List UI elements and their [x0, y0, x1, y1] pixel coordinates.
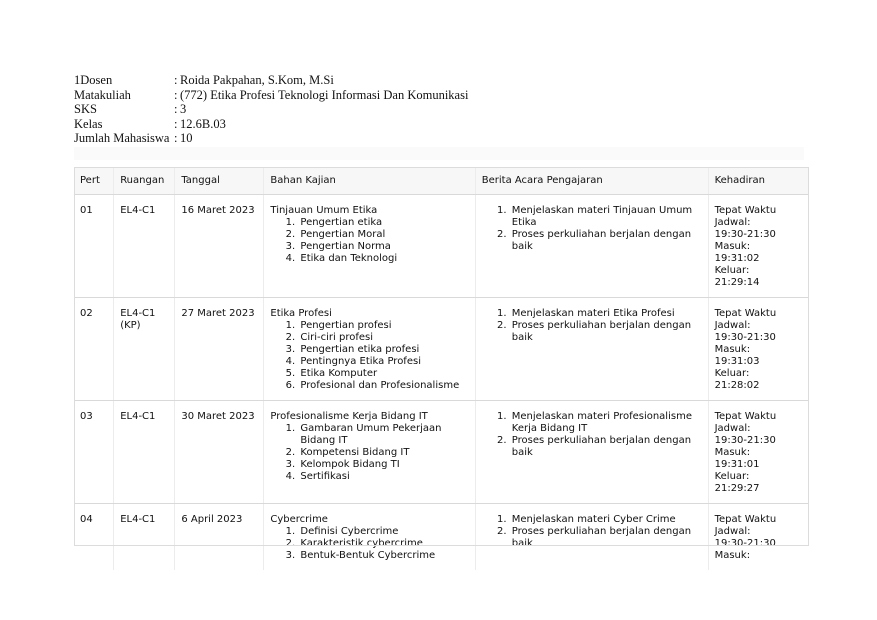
cell-ruangan: EL4-C1 [114, 401, 175, 504]
kehadiran-line: 21:29:14 [714, 277, 760, 288]
info-colon: : [174, 87, 178, 102]
info-colon: : [174, 131, 178, 146]
cell-berita-acara [475, 298, 708, 401]
cell-bahan-kajian [264, 298, 475, 401]
cell-pert: 03 [74, 401, 114, 504]
table-row [74, 504, 809, 571]
info-row-matakuliah [74, 88, 468, 103]
cell-tanggal: 27 Maret 2023 [175, 298, 264, 401]
kehadiran-line: 21:28:02 [714, 380, 760, 391]
kehadiran-line: Keluar: [714, 368, 750, 379]
course-info [74, 73, 468, 146]
cell-berita-acara [475, 195, 708, 298]
kehadiran-line: 19:31:03 [714, 356, 760, 367]
list-item: 1. Menjelaskan materi Tinjauan Umum Etika [510, 205, 702, 229]
cell-pert: 02 [74, 298, 114, 401]
list-item: 1. Menjelaskan materi Etika Profesi [510, 308, 702, 320]
list-item: 4. Pentingnya Etika Profesi [298, 356, 468, 368]
kehadiran-line: 19:31:01 [714, 459, 760, 470]
cell-kehadiran [708, 298, 809, 401]
list-item: 1. Definisi Cybercrime [298, 526, 468, 538]
kehadiran-line: 19:30-21:30 [714, 538, 776, 549]
list-item: 1. Pengertian etika [298, 217, 468, 229]
table-row [74, 401, 809, 504]
header-ruangan: Ruangan [114, 167, 175, 195]
cell-bahan-kajian [264, 195, 475, 298]
list-item: 2. Pengertian Moral [298, 229, 468, 241]
list-item: 5. Etika Komputer [298, 368, 468, 380]
bahan-kajian-list [270, 217, 468, 265]
kehadiran-line: Tepat Waktu [714, 514, 777, 525]
cell-bahan-kajian [264, 504, 475, 571]
bahan-kajian-title: Cybercrime [270, 514, 328, 525]
list-item: 1. Gambaran Umum Pekerjaan Bidang IT [298, 423, 468, 447]
divider-band [74, 147, 804, 160]
info-colon: : [174, 102, 178, 117]
kehadiran-line: Jadwal: [714, 423, 751, 434]
cell-ruangan: EL4-C1 (KP) [114, 298, 175, 401]
list-item: 2. Ciri-ciri profesi [298, 332, 468, 344]
info-value-matakuliah: (772) Etika Profesi Teknologi Informasi Dan Komunikasi [180, 87, 469, 102]
kehadiran-line: 19:30-21:30 [714, 332, 776, 343]
cell-bahan-kajian [264, 401, 475, 504]
info-label: SKS [74, 102, 97, 117]
info-value-sks: 3 [180, 102, 187, 117]
list-item: 2. Proses perkuliahan berjalan dengan baik [510, 229, 702, 253]
berita-acara-list [482, 308, 702, 344]
cell-berita-acara [475, 401, 708, 504]
list-item: 6. Profesional dan Profesionalisme [298, 380, 468, 392]
cell-kehadiran [708, 401, 809, 504]
kehadiran-line: Tepat Waktu [714, 308, 777, 319]
berita-acara-list [482, 514, 702, 550]
list-item: 1. Pengertian profesi [298, 320, 468, 332]
list-item: 2. Kompetensi Bidang IT [298, 447, 468, 459]
kehadiran-line: Masuk: [714, 241, 751, 252]
berita-acara-list [482, 205, 702, 253]
kehadiran-line: Jadwal: [714, 217, 751, 228]
list-item: 2. Proses perkuliahan berjalan dengan baik [510, 526, 702, 550]
berita-acara-list [482, 411, 702, 459]
cell-tanggal: 6 April 2023 [175, 504, 264, 571]
bahan-kajian-title: Profesionalisme Kerja Bidang IT [270, 411, 428, 422]
header-berita-acara: Berita Acara Pengajaran [475, 167, 708, 195]
header-bahan-kajian: Bahan Kajian [264, 167, 475, 195]
list-item: 3. Kelompok Bidang TI [298, 459, 468, 471]
kehadiran-line: 19:31:02 [714, 253, 760, 264]
kehadiran-line: Keluar: [714, 471, 750, 482]
kehadiran-line: Keluar: [714, 265, 750, 276]
cell-pert: 04 [80, 514, 93, 525]
kehadiran-line: Tepat Waktu [714, 205, 777, 216]
kehadiran-line: 19:30-21:30 [714, 435, 776, 446]
list-item: 2. Proses perkuliahan berjalan dengan baik [510, 320, 702, 344]
list-item: 2. Karakteristik cybercrime [298, 538, 468, 550]
kehadiran-line: Masuk: [714, 344, 751, 355]
list-item: 3. Bentuk-Bentuk Cybercrime [298, 550, 468, 562]
info-label: 1Dosen [74, 73, 113, 87]
header-kehadiran: Kehadiran [708, 167, 809, 195]
kehadiran-line: Tepat Waktu [714, 411, 777, 422]
info-row-dosen [74, 73, 468, 88]
kehadiran-line: Masuk: [714, 447, 751, 458]
list-item: 3. Pengertian etika profesi [298, 344, 468, 356]
info-label: Jumlah Mahasiswa [74, 131, 170, 146]
info-label: Matakuliah [74, 87, 131, 102]
info-colon: : [174, 116, 178, 131]
info-value-dosen: Roida Pakpahan, S.Kom, M.Si [180, 73, 334, 87]
list-item: 2. Proses perkuliahan berjalan dengan baik [510, 435, 702, 459]
kehadiran-line: 21:29:27 [714, 483, 760, 494]
info-value-kelas: 12.6B.03 [180, 116, 226, 131]
info-colon: : [174, 73, 178, 87]
list-item: 1. Menjelaskan materi Cyber Crime [510, 514, 702, 526]
bahan-kajian-list [270, 526, 468, 562]
attendance-table [74, 167, 809, 570]
bahan-kajian-list [270, 320, 468, 392]
info-row-kelas [74, 117, 468, 132]
kehadiran-line: 19:30-21:30 [714, 229, 776, 240]
cell-kehadiran [708, 504, 809, 571]
kehadiran-line: Jadwal: [714, 526, 751, 537]
cell-ruangan: EL4-C1 [114, 195, 175, 298]
cell-tanggal: 30 Maret 2023 [175, 401, 264, 504]
cell-tanggal: 16 Maret 2023 [175, 195, 264, 298]
list-item: 4. Etika dan Teknologi [298, 253, 468, 265]
cell-berita-acara [475, 504, 708, 571]
list-item: 3. Pengertian Norma [298, 241, 468, 253]
header-pert: Pert [74, 167, 114, 195]
cell-pert: 01 [74, 195, 114, 298]
kehadiran-line: Masuk: [714, 550, 751, 561]
info-row-jumlah-mahasiswa [74, 131, 468, 146]
header-tanggal: Tanggal [175, 167, 264, 195]
list-item: 1. Menjelaskan materi Profesionalisme Kerja Bidang IT [510, 411, 702, 435]
table-row [74, 195, 809, 298]
list-item: 4. Sertifikasi [298, 471, 468, 483]
bahan-kajian-list [270, 423, 468, 483]
info-value-jumlah-mahasiswa: 10 [180, 131, 193, 146]
info-row-sks [74, 102, 468, 117]
bahan-kajian-title: Etika Profesi [270, 308, 332, 319]
table-header-row [74, 167, 809, 195]
kehadiran-line: Jadwal: [714, 320, 751, 331]
cell-ruangan: EL4-C1 [114, 504, 175, 571]
table-row [74, 298, 809, 401]
info-label: Kelas [74, 116, 103, 131]
cell-kehadiran [708, 195, 809, 298]
bahan-kajian-title: Tinjauan Umum Etika [270, 205, 378, 216]
